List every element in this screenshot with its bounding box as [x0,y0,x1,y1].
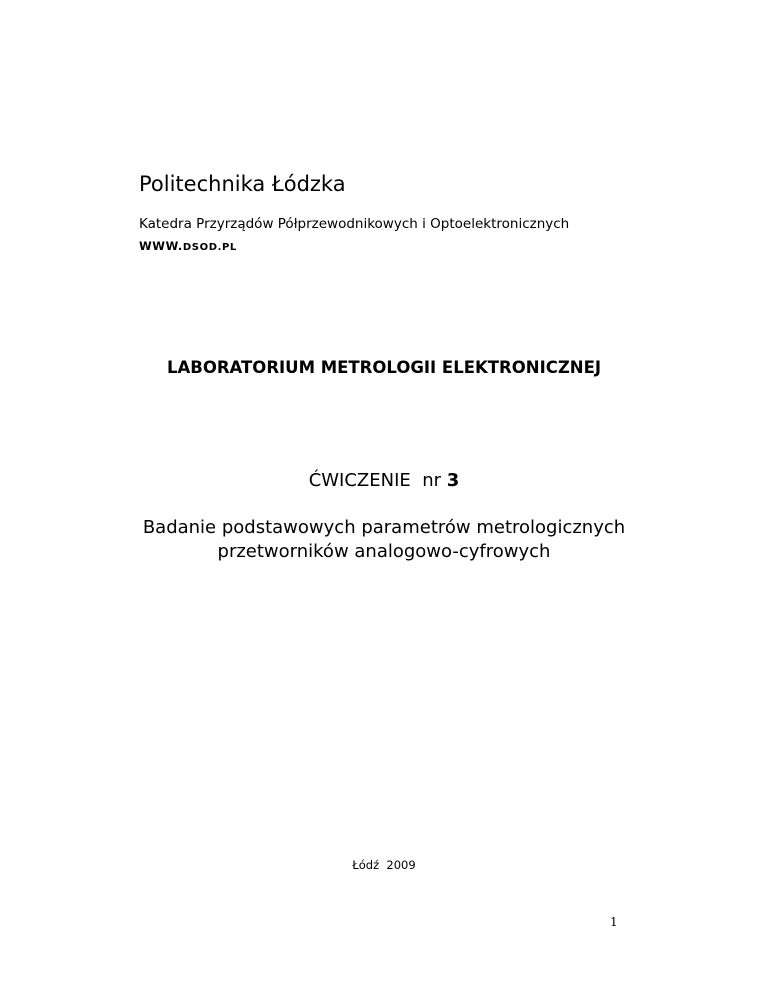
place-year: Łódź 2009 [352,858,416,872]
website-prefix: WWW. [139,239,183,253]
exercise-number: 3 [446,470,460,491]
topic-line-1: Badanie podstawowych parametrów metrologicznych [142,517,626,538]
topic-line-2: przetworników analogowo-cyfrowych [217,541,551,562]
exercise-label: ĆWICZENIE nr [308,470,442,491]
exercise-heading [0,470,768,491]
page-number: 1 [610,915,618,929]
website-domain: DSOD.PL [182,242,237,253]
lab-title: LABORATORIUM METROLOGII ELEKTRONICZNEJ [166,358,602,377]
department-name: Katedra Przyrządów Półprzewodnikowych i Optoelektronicznych [139,216,570,232]
website-link[interactable] [139,239,237,253]
university-name: Politechnika Łódzka [139,172,346,196]
exercise-topic [0,516,768,564]
